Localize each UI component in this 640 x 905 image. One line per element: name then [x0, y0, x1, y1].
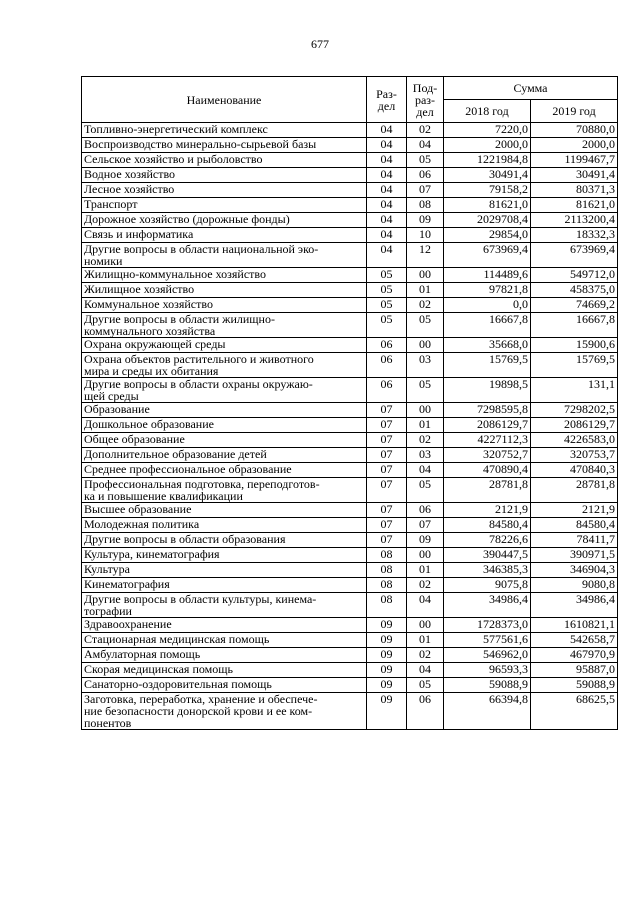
table-row — [82, 123, 618, 138]
table-row — [82, 533, 618, 548]
row-amount-2018: 7220,0 — [444, 123, 531, 138]
row-amount-2019: 30491,4 — [531, 168, 618, 183]
row-podrazdel: 00 — [407, 338, 444, 353]
table-row — [82, 693, 618, 730]
row-name: Санаторно-оздоровительная помощь — [82, 678, 367, 693]
row-amount-2019: 95887,0 — [531, 663, 618, 678]
row-name: Другие вопросы в области культуры, кинема- тографии — [82, 593, 367, 618]
page-number: 677 — [311, 37, 329, 51]
row-razdel: 08 — [367, 548, 407, 563]
row-amount-2019: 28781,8 — [531, 478, 618, 503]
row-amount-2019: 4226583,0 — [531, 433, 618, 448]
header-year-2019: 2019 год — [531, 100, 618, 123]
row-amount-2018: 1728373,0 — [444, 618, 531, 633]
row-podrazdel: 01 — [407, 283, 444, 298]
row-amount-2019: 673969,4 — [531, 243, 618, 268]
row-podrazdel: 06 — [407, 503, 444, 518]
row-amount-2018: 390447,5 — [444, 548, 531, 563]
row-podrazdel: 12 — [407, 243, 444, 268]
row-amount-2018: 320752,7 — [444, 448, 531, 463]
row-amount-2019: 2086129,7 — [531, 418, 618, 433]
row-amount-2019: 15900,6 — [531, 338, 618, 353]
row-razdel: 07 — [367, 403, 407, 418]
row-amount-2018: 2029708,4 — [444, 213, 531, 228]
row-razdel: 07 — [367, 503, 407, 518]
table-row — [82, 478, 618, 503]
header-razdel: Раз- дел — [367, 77, 407, 123]
row-podrazdel: 10 — [407, 228, 444, 243]
table-row — [82, 633, 618, 648]
row-razdel: 04 — [367, 228, 407, 243]
row-amount-2019: 16667,8 — [531, 313, 618, 338]
row-podrazdel: 02 — [407, 433, 444, 448]
row-podrazdel: 04 — [407, 593, 444, 618]
table-row — [82, 403, 618, 418]
row-podrazdel: 03 — [407, 353, 444, 378]
row-podrazdel: 09 — [407, 213, 444, 228]
row-razdel: 07 — [367, 518, 407, 533]
row-amount-2019: 1199467,7 — [531, 153, 618, 168]
row-amount-2018: 2121,9 — [444, 503, 531, 518]
row-name: Топливно-энергетический комплекс — [82, 123, 367, 138]
row-podrazdel: 01 — [407, 563, 444, 578]
table-row — [82, 663, 618, 678]
row-razdel: 07 — [367, 533, 407, 548]
table-row — [82, 463, 618, 478]
row-name: Охрана объектов растительного и животного мира и среды их обитания — [82, 353, 367, 378]
row-razdel: 08 — [367, 578, 407, 593]
table-row — [82, 153, 618, 168]
table-row — [82, 648, 618, 663]
row-razdel: 08 — [367, 563, 407, 578]
row-amount-2018: 1221984,8 — [444, 153, 531, 168]
row-razdel: 04 — [367, 168, 407, 183]
row-amount-2019: 346904,3 — [531, 563, 618, 578]
table-row — [82, 338, 618, 353]
row-razdel: 04 — [367, 183, 407, 198]
table-row — [82, 618, 618, 633]
row-podrazdel: 03 — [407, 448, 444, 463]
table-row — [82, 183, 618, 198]
row-razdel: 09 — [367, 633, 407, 648]
row-amount-2018: 673969,4 — [444, 243, 531, 268]
row-amount-2018: 96593,3 — [444, 663, 531, 678]
row-razdel: 07 — [367, 418, 407, 433]
row-amount-2018: 470890,4 — [444, 463, 531, 478]
table-row — [82, 548, 618, 563]
row-name: Культура, кинематография — [82, 548, 367, 563]
table-row — [82, 433, 618, 448]
row-name: Водное хозяйство — [82, 168, 367, 183]
row-podrazdel: 00 — [407, 268, 444, 283]
table-row — [82, 298, 618, 313]
row-amount-2018: 16667,8 — [444, 313, 531, 338]
row-amount-2018: 4227112,3 — [444, 433, 531, 448]
row-podrazdel: 09 — [407, 533, 444, 548]
row-amount-2019: 78411,7 — [531, 533, 618, 548]
row-amount-2019: 467970,9 — [531, 648, 618, 663]
row-amount-2019: 34986,4 — [531, 593, 618, 618]
row-amount-2018: 81621,0 — [444, 198, 531, 213]
row-podrazdel: 05 — [407, 678, 444, 693]
row-name: Дорожное хозяйство (дорожные фонды) — [82, 213, 367, 228]
row-amount-2018: 34986,4 — [444, 593, 531, 618]
row-razdel: 09 — [367, 693, 407, 730]
row-amount-2018: 78226,6 — [444, 533, 531, 548]
row-name: Культура — [82, 563, 367, 578]
row-podrazdel: 06 — [407, 693, 444, 730]
row-name: Воспроизводство минерально-сырьевой базы — [82, 138, 367, 153]
table-row — [82, 268, 618, 283]
row-name: Другие вопросы в области жилищно- коммунального хозяйства — [82, 313, 367, 338]
row-name: Связь и информатика — [82, 228, 367, 243]
row-razdel: 04 — [367, 138, 407, 153]
row-razdel: 05 — [367, 268, 407, 283]
row-amount-2019: 390971,5 — [531, 548, 618, 563]
table-row — [82, 213, 618, 228]
row-razdel: 04 — [367, 198, 407, 213]
row-razdel: 09 — [367, 678, 407, 693]
row-podrazdel: 07 — [407, 183, 444, 198]
row-razdel: 04 — [367, 153, 407, 168]
row-name: Заготовка, переработка, хранение и обеспече- ние безопасности донорской крови и ее ком- понентов — [82, 693, 367, 730]
row-amount-2018: 9075,8 — [444, 578, 531, 593]
row-razdel: 04 — [367, 123, 407, 138]
row-podrazdel: 02 — [407, 298, 444, 313]
table-row — [82, 578, 618, 593]
row-podrazdel: 01 — [407, 633, 444, 648]
row-podrazdel: 02 — [407, 578, 444, 593]
row-name: Транспорт — [82, 198, 367, 213]
row-razdel: 07 — [367, 433, 407, 448]
row-podrazdel: 04 — [407, 663, 444, 678]
row-amount-2018: 97821,8 — [444, 283, 531, 298]
row-amount-2019: 59088,9 — [531, 678, 618, 693]
row-podrazdel: 04 — [407, 138, 444, 153]
row-amount-2018: 19898,5 — [444, 378, 531, 403]
row-amount-2018: 35668,0 — [444, 338, 531, 353]
row-podrazdel: 02 — [407, 648, 444, 663]
row-amount-2019: 470840,3 — [531, 463, 618, 478]
row-name: Другие вопросы в области охраны окружаю- щей среды — [82, 378, 367, 403]
row-amount-2019: 2113200,4 — [531, 213, 618, 228]
table-row — [82, 418, 618, 433]
row-amount-2019: 7298202,5 — [531, 403, 618, 418]
row-podrazdel: 01 — [407, 418, 444, 433]
row-razdel: 06 — [367, 353, 407, 378]
table-row — [82, 353, 618, 378]
row-podrazdel: 08 — [407, 198, 444, 213]
row-name: Профессиональная подготовка, переподготов- ка и повышение квалификации — [82, 478, 367, 503]
row-podrazdel: 00 — [407, 403, 444, 418]
row-podrazdel: 05 — [407, 478, 444, 503]
row-amount-2018: 0,0 — [444, 298, 531, 313]
row-razdel: 04 — [367, 243, 407, 268]
row-amount-2018: 577561,6 — [444, 633, 531, 648]
row-name: Охрана окружающей среды — [82, 338, 367, 353]
row-podrazdel: 00 — [407, 548, 444, 563]
table-row — [82, 678, 618, 693]
row-amount-2018: 2000,0 — [444, 138, 531, 153]
row-name: Жилищно-коммунальное хозяйство — [82, 268, 367, 283]
row-podrazdel: 02 — [407, 123, 444, 138]
row-name: Дошкольное образование — [82, 418, 367, 433]
row-amount-2018: 2086129,7 — [444, 418, 531, 433]
row-amount-2019: 80371,3 — [531, 183, 618, 198]
row-podrazdel: 00 — [407, 618, 444, 633]
row-amount-2018: 66394,8 — [444, 693, 531, 730]
row-name: Скорая медицинская помощь — [82, 663, 367, 678]
header-podrazdel: Под- раз- дел — [407, 77, 444, 123]
row-podrazdel: 05 — [407, 153, 444, 168]
row-razdel: 04 — [367, 213, 407, 228]
row-amount-2019: 70880,0 — [531, 123, 618, 138]
row-razdel: 09 — [367, 648, 407, 663]
row-name: Дополнительное образование детей — [82, 448, 367, 463]
row-razdel: 09 — [367, 618, 407, 633]
row-amount-2018: 30491,4 — [444, 168, 531, 183]
row-name: Кинематография — [82, 578, 367, 593]
row-name: Лесное хозяйство — [82, 183, 367, 198]
header-year-2018: 2018 год — [444, 100, 531, 123]
row-podrazdel: 04 — [407, 463, 444, 478]
row-amount-2019: 2121,9 — [531, 503, 618, 518]
row-amount-2018: 15769,5 — [444, 353, 531, 378]
row-amount-2018: 346385,3 — [444, 563, 531, 578]
row-amount-2019: 15769,5 — [531, 353, 618, 378]
table-body — [82, 123, 618, 730]
row-amount-2019: 2000,0 — [531, 138, 618, 153]
row-amount-2018: 29854,0 — [444, 228, 531, 243]
row-amount-2019: 1610821,1 — [531, 618, 618, 633]
row-name: Здравоохранение — [82, 618, 367, 633]
row-amount-2018: 546962,0 — [444, 648, 531, 663]
table-row — [82, 168, 618, 183]
table-row — [82, 313, 618, 338]
row-name: Образование — [82, 403, 367, 418]
row-amount-2019: 542658,7 — [531, 633, 618, 648]
row-razdel: 07 — [367, 463, 407, 478]
row-amount-2019: 9080,8 — [531, 578, 618, 593]
row-razdel: 07 — [367, 448, 407, 463]
row-name: Другие вопросы в области образования — [82, 533, 367, 548]
table-row — [82, 503, 618, 518]
table-row — [82, 243, 618, 268]
header-name: Наименование — [82, 77, 367, 123]
row-name: Среднее профессиональное образование — [82, 463, 367, 478]
row-name: Стационарная медицинская помощь — [82, 633, 367, 648]
table-row — [82, 228, 618, 243]
row-podrazdel: 07 — [407, 518, 444, 533]
row-amount-2018: 59088,9 — [444, 678, 531, 693]
row-name: Амбулаторная помощь — [82, 648, 367, 663]
table-row — [82, 283, 618, 298]
row-razdel: 06 — [367, 338, 407, 353]
row-name: Общее образование — [82, 433, 367, 448]
row-razdel: 08 — [367, 593, 407, 618]
row-amount-2019: 131,1 — [531, 378, 618, 403]
row-razdel: 06 — [367, 378, 407, 403]
row-podrazdel: 06 — [407, 168, 444, 183]
row-amount-2019: 74669,2 — [531, 298, 618, 313]
row-name: Высшее образование — [82, 503, 367, 518]
row-amount-2018: 79158,2 — [444, 183, 531, 198]
table-row — [82, 563, 618, 578]
row-amount-2019: 81621,0 — [531, 198, 618, 213]
row-amount-2019: 18332,3 — [531, 228, 618, 243]
row-podrazdel: 05 — [407, 313, 444, 338]
row-amount-2019: 549712,0 — [531, 268, 618, 283]
table-row — [82, 198, 618, 213]
row-amount-2018: 114489,6 — [444, 268, 531, 283]
row-amount-2019: 458375,0 — [531, 283, 618, 298]
row-amount-2018: 84580,4 — [444, 518, 531, 533]
row-amount-2019: 68625,5 — [531, 693, 618, 730]
row-name: Коммунальное хозяйство — [82, 298, 367, 313]
row-name: Жилищное хозяйство — [82, 283, 367, 298]
row-razdel: 09 — [367, 663, 407, 678]
row-amount-2018: 7298595,8 — [444, 403, 531, 418]
row-razdel: 07 — [367, 478, 407, 503]
row-podrazdel: 05 — [407, 378, 444, 403]
row-name: Сельское хозяйство и рыболовство — [82, 153, 367, 168]
row-name: Другие вопросы в области национальной эко- номики — [82, 243, 367, 268]
row-amount-2019: 84580,4 — [531, 518, 618, 533]
row-razdel: 05 — [367, 298, 407, 313]
table-row — [82, 138, 618, 153]
header-summa: Сумма — [444, 77, 618, 100]
table-row — [82, 593, 618, 618]
table-row — [82, 378, 618, 403]
row-razdel: 05 — [367, 313, 407, 338]
row-amount-2019: 320753,7 — [531, 448, 618, 463]
table-row — [82, 448, 618, 463]
row-name: Молодежная политика — [82, 518, 367, 533]
row-razdel: 05 — [367, 283, 407, 298]
table-row — [82, 518, 618, 533]
row-amount-2018: 28781,8 — [444, 478, 531, 503]
budget-table — [81, 76, 618, 730]
